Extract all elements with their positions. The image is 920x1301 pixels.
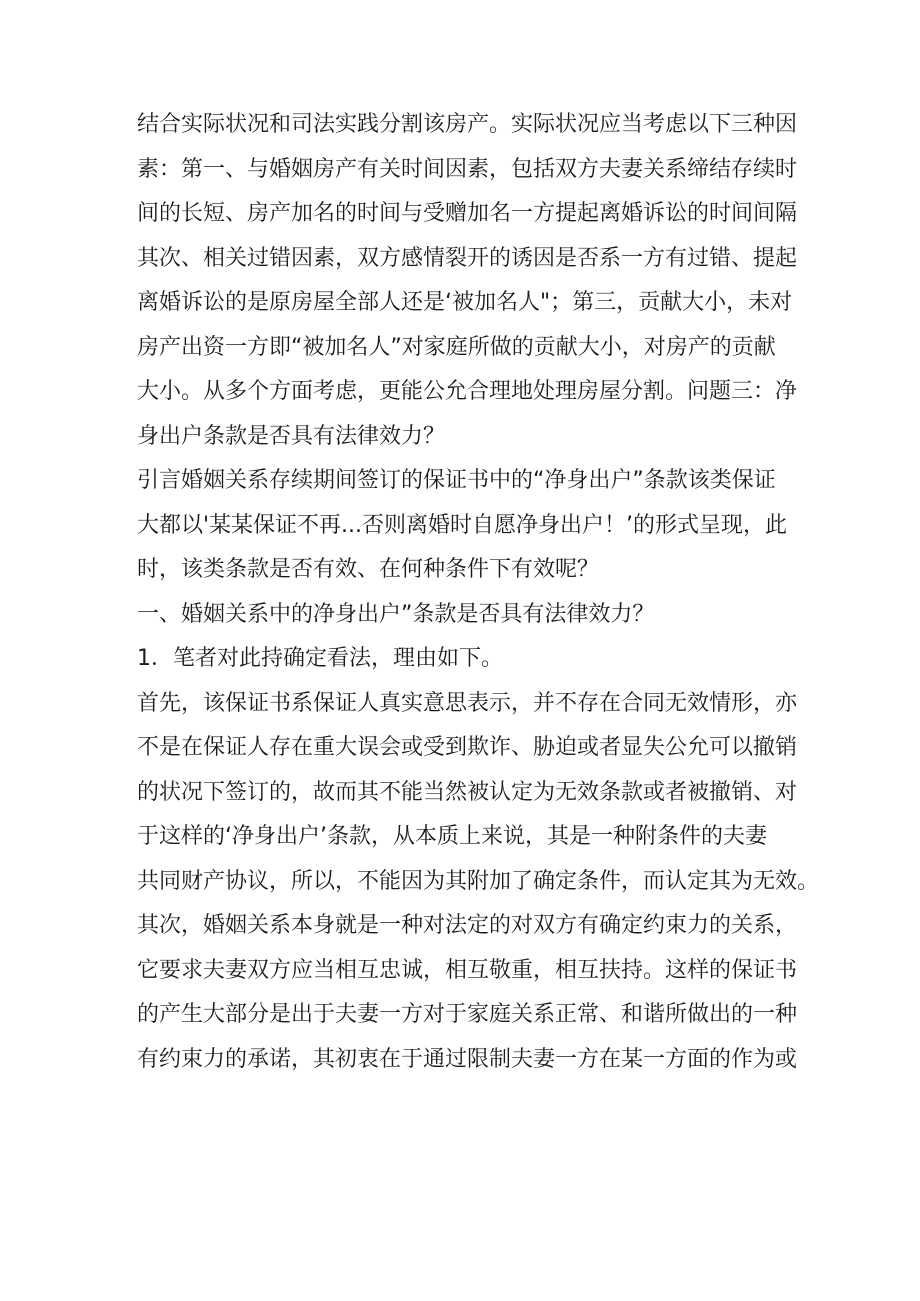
text-line: 时，该类条款是否有效、在何种条件下有效呢？ (137, 557, 600, 582)
text-line: 结合实际状况和司法实践分割该房产。实际状况应当考虑以下三种因 (137, 112, 798, 137)
text-line: 于这样的‘净身出户’条款，从本质上来说，其是一种附条件的夫妻 (137, 824, 767, 849)
text-line: 的产生大部分是出于夫妻一方对于家庭关系正常、和谐所做出的一种 (137, 1002, 798, 1027)
numbered-line: 1．笔者对此持确定看法，理由如下。 (137, 646, 503, 671)
paragraph-introduction (137, 459, 797, 593)
paragraph-property-division (137, 103, 797, 459)
text-line: 它要求夫妻双方应当相互忠诚，相互敬重，相互扶持。这样的保证书 (137, 957, 798, 983)
text-line: 有约束力的承诺，其初衷在于通过限制夫妻一方在某一方面的作为或 (137, 1046, 798, 1072)
text-line: 其次，婚姻关系本身就是一种对法定的对双方有确定约束力的关系， (137, 913, 798, 938)
text-line: 其次、相关过错因素，双方感情裂开的诱因是否系一方有过错、提起 (137, 245, 798, 271)
paragraph-second-reason (137, 904, 797, 1082)
text-line: 的状况下签订的，故而其不能当然被认定为无效条款或者被撤销、对 (137, 779, 798, 805)
section-heading (137, 593, 797, 638)
text-line: 不是在保证人存在重大误会或受到欺诈、胁迫或者显失公允可以撤销 (137, 735, 798, 760)
text-line: 大都以'某某保证不再...否则离婚时自愿净身出户！’的形式呈现，此 (137, 512, 788, 538)
text-line: 身出户条款是否具有法律效力？ (137, 423, 446, 449)
text-line: 首先，该保证书系保证人真实意思表示，并不存在合同无效情形，亦 (137, 690, 798, 716)
text-line: 房产出资一方即“被加名人”对家庭所做的贡献大小，对房产的贡献 (137, 334, 776, 360)
text-line: 离婚诉讼的是原房屋全部人还是‘被加名人"；第三，贡献大小，未对 (137, 290, 793, 315)
text-line: 间的长短、房产加名的时间与受赠加名一方提起离婚诉讼的时间间隔 (137, 201, 798, 226)
numbered-point (137, 637, 797, 682)
document-body (137, 103, 820, 1082)
text-line: 共同财产协议，所以，不能因为其附加了确定条件，而认定其为无效。 (137, 868, 820, 894)
text-line: 素：第一、与婚姻房产有关时间因素，包括双方夫妻关系缔结存续时 (137, 156, 798, 182)
text-line: 引言婚姻关系存续期间签订的保证书中的“净身出户”条款该类保证 (137, 468, 776, 493)
paragraph-first-reason (137, 682, 820, 905)
text-line: 大小。从多个方面考虑，更能公允合理地处理房屋分割。问题三：净 (137, 379, 798, 404)
heading-line: 一、婚姻关系中的净身出户”条款是否具有法律效力？ (137, 601, 655, 627)
